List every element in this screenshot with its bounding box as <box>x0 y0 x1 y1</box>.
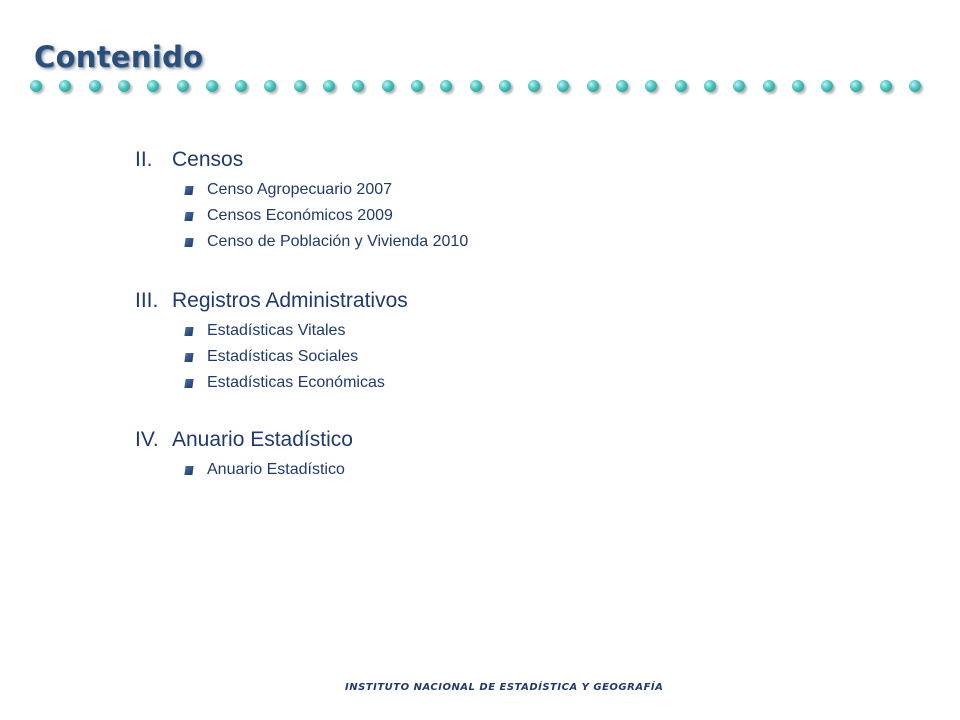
slide-title: Contenido <box>34 40 204 74</box>
decorative-dot <box>89 80 101 92</box>
square-bullet-icon <box>184 238 193 247</box>
square-bullet-icon <box>184 466 193 475</box>
section-heading <box>135 289 408 313</box>
section-heading <box>135 428 353 452</box>
square-bullet-icon <box>184 353 193 362</box>
list-item <box>135 229 468 255</box>
content-outline <box>135 0 835 720</box>
footer-institution: INSTITUTO NACIONAL DE ESTADÍSTICA Y GEOGRAFÍA <box>345 682 664 693</box>
square-bullet-icon <box>184 212 193 221</box>
decorative-dot <box>30 80 42 92</box>
section-title: Censos <box>172 148 244 171</box>
list-item-label: Anuario Estadístico <box>207 461 345 478</box>
decorative-dot <box>850 80 862 92</box>
list-item-label: Censos Económicos 2009 <box>207 207 393 224</box>
square-bullet-icon <box>184 186 193 195</box>
decorative-dot <box>59 80 71 92</box>
section-title: Registros Administrativos <box>172 289 408 312</box>
list-item-label: Estadísticas Vitales <box>207 322 346 339</box>
list-item <box>135 203 468 229</box>
list-item <box>135 344 408 370</box>
decorative-dot <box>880 80 892 92</box>
list-item-label: Estadísticas Sociales <box>207 348 359 365</box>
decorative-dot <box>118 80 130 92</box>
list-item-label: Censo Agropecuario 2007 <box>207 181 393 198</box>
section-number: III. <box>135 289 159 312</box>
section-registros <box>135 289 408 396</box>
section-heading <box>135 148 468 172</box>
section-number: II. <box>135 148 153 171</box>
section-censos <box>135 148 468 255</box>
section-title: Anuario Estadístico <box>172 428 353 451</box>
list-item <box>135 457 353 483</box>
decorative-dot <box>909 80 921 92</box>
section-anuario <box>135 428 353 483</box>
list-item-label: Censo de Población y Vivienda 2010 <box>207 233 469 250</box>
list-item-label: Estadísticas Económicas <box>207 374 385 391</box>
list-item <box>135 318 408 344</box>
section-number: IV. <box>135 428 159 451</box>
square-bullet-icon <box>184 327 193 336</box>
square-bullet-icon <box>184 379 193 388</box>
list-item <box>135 370 408 396</box>
list-item <box>135 177 468 203</box>
